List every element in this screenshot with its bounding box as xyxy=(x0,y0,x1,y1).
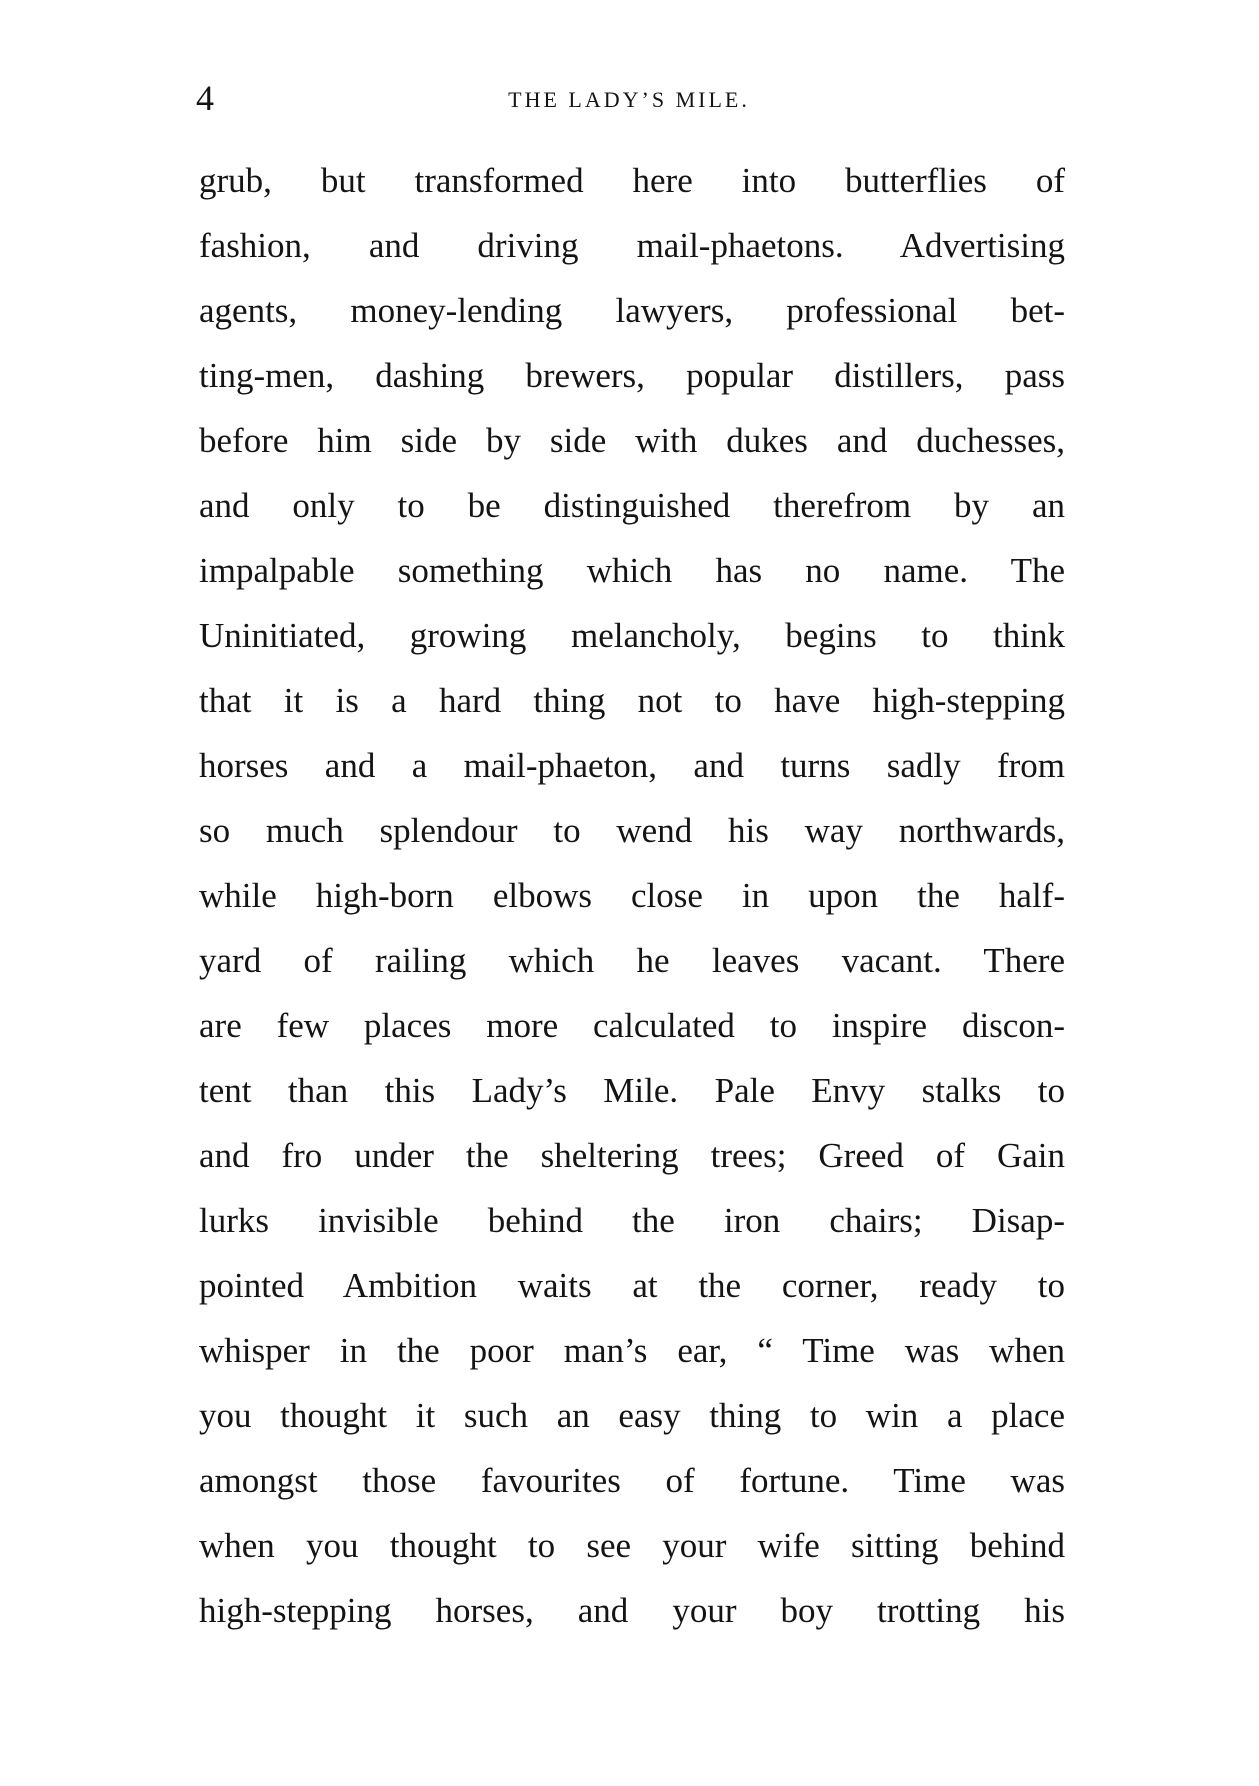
text-line: that it is a hard thing not to have high-stepping xyxy=(199,681,1065,720)
text-line: impalpable something which has no name. The xyxy=(199,551,1065,590)
running-title: THE LADY’S MILE. xyxy=(508,87,750,112)
text-line: when you thought to see your wife sitting behind xyxy=(199,1526,1065,1565)
text-line: yard of railing which he leaves vacant. There xyxy=(199,941,1065,980)
text-line: high-stepping horses, and your boy trotting his xyxy=(199,1591,1065,1630)
text-line: amongst those favourites of fortune. Time was xyxy=(199,1461,1065,1500)
text-line: horses and a mail-phaeton, and turns sadly from xyxy=(199,746,1065,785)
text-line: pointed Ambition waits at the corner, ready to xyxy=(199,1266,1065,1305)
text-line: and fro under the sheltering trees; Greed of Gain xyxy=(199,1136,1065,1175)
text-line: agents, money-lending lawyers, professional bet- xyxy=(199,291,1065,330)
text-line: you thought it such an easy thing to win a place xyxy=(199,1396,1065,1435)
text-line: are few places more calculated to inspire discon- xyxy=(199,1006,1065,1045)
text-line: fashion, and driving mail-phaetons. Advertising xyxy=(199,226,1065,265)
page-number: 4 xyxy=(196,78,214,118)
text-line: tent than this Lady’s Mile. Pale Envy stalks to xyxy=(199,1071,1065,1110)
text-line: Uninitiated, growing melancholy, begins to think xyxy=(199,616,1065,655)
body-text xyxy=(199,148,1065,1643)
text-line: and only to be distinguished therefrom by an xyxy=(199,486,1065,525)
text-line: so much splendour to wend his way northwards, xyxy=(199,811,1065,850)
text-line: while high-born elbows close in upon the half- xyxy=(199,876,1065,915)
text-line: lurks invisible behind the iron chairs; Disap- xyxy=(199,1201,1065,1240)
text-line: before him side by side with dukes and duchesses, xyxy=(199,421,1065,460)
running-head xyxy=(196,78,1062,118)
text-line: grub, but transformed here into butterflies of xyxy=(199,161,1065,200)
text-line: whisper in the poor man’s ear, “ Time was when xyxy=(199,1331,1065,1370)
text-line: ting-men, dashing brewers, popular distillers, pass xyxy=(199,356,1065,395)
